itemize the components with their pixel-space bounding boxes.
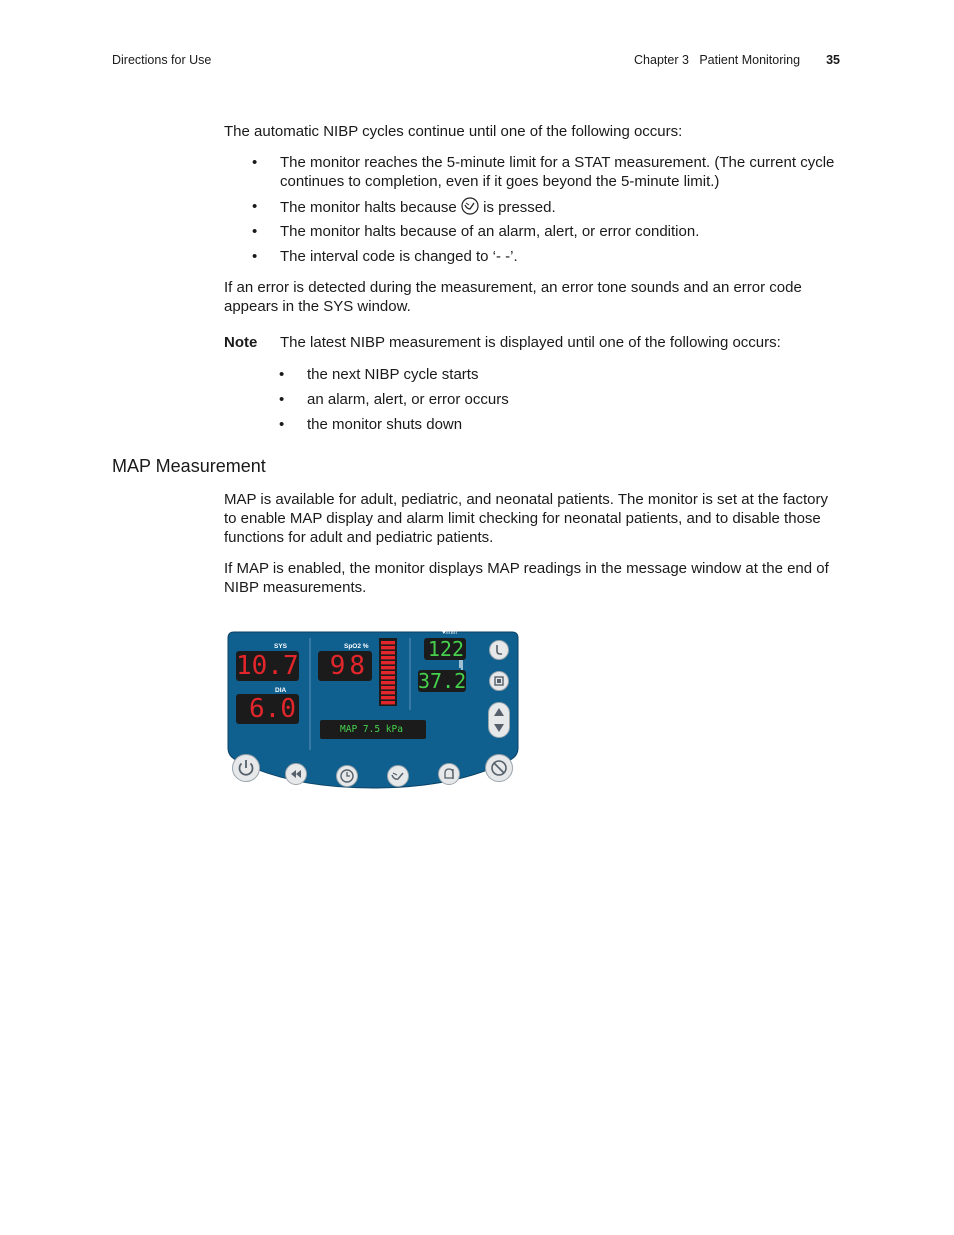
list-item: • the monitor shuts down bbox=[279, 416, 463, 433]
alarm-silence-icon bbox=[486, 755, 512, 781]
bargraph-segment bbox=[381, 691, 395, 694]
map-paragraph-1: MAP is available for adult, pediatric, and neonatal patients. The monitor is set at the factory to enable MAP display and alarm limit checking for neonatal patients, and to disable those functions for adult and pediatric patients. bbox=[224, 491, 828, 546]
page-number: 35 bbox=[826, 53, 840, 67]
dia-label: DIA bbox=[275, 687, 287, 694]
list-item-text: The interval code is changed to ‘- -’. bbox=[280, 248, 518, 265]
start-nibp-icon bbox=[388, 766, 408, 786]
up-down-button[interactable] bbox=[488, 702, 510, 738]
bargraph-segment bbox=[381, 666, 395, 669]
alarm-silence-button[interactable] bbox=[485, 754, 513, 782]
pulse-amplitude-bargraph bbox=[379, 638, 397, 706]
interval-clock-icon bbox=[337, 766, 357, 786]
list-item: • The monitor halts because is pressed. bbox=[252, 198, 556, 216]
power-icon bbox=[233, 755, 259, 781]
bargraph-segment bbox=[381, 696, 395, 699]
spo2-label: SpO2 % bbox=[344, 643, 369, 650]
list-item: • The monitor reaches the 5-minute limit for a STAT measurement. (The current cycle continues to completion, even if it goes beyond the 5-minute limit.) bbox=[252, 153, 842, 191]
bargraph-segment bbox=[381, 701, 395, 704]
sys-label: SYS bbox=[274, 643, 288, 650]
interval-button[interactable] bbox=[336, 765, 358, 787]
note-label: Note bbox=[224, 334, 258, 351]
header-right bbox=[634, 53, 840, 67]
intro-paragraph: The automatic NIBP cycles continue until one of the following occurs: bbox=[224, 123, 683, 140]
pulse-rate-display: 122 bbox=[424, 638, 466, 660]
list-item-text: an alarm, alert, or error occurs bbox=[307, 391, 509, 408]
list-item-text-after: is pressed. bbox=[483, 199, 556, 216]
heart-icon: ♥ bbox=[442, 630, 446, 636]
bargraph-segment bbox=[381, 651, 395, 654]
display-button[interactable] bbox=[489, 671, 509, 691]
power-button[interactable] bbox=[232, 754, 260, 782]
hr-unit-text: /min bbox=[445, 630, 457, 636]
bargraph-segment bbox=[381, 661, 395, 664]
bargraph-segment bbox=[381, 646, 395, 649]
rewind-button[interactable] bbox=[285, 763, 307, 785]
probe-icon bbox=[490, 641, 508, 659]
list-item-text bbox=[280, 197, 556, 217]
spo2-display: 98 bbox=[318, 651, 372, 681]
list-item: • an alarm, alert, or error occurs bbox=[279, 391, 509, 408]
message-window: MAP 7.5 kPa bbox=[320, 720, 426, 739]
bargraph-segment bbox=[381, 686, 395, 689]
alarm-bell-icon bbox=[439, 764, 459, 784]
start-nibp-button[interactable] bbox=[387, 765, 409, 787]
list-item-text: the monitor shuts down bbox=[307, 416, 463, 433]
probe-button[interactable] bbox=[489, 640, 509, 660]
temperature-display: 37.2 bbox=[418, 669, 467, 693]
list-item-text: The monitor reaches the 5-minute limit for a STAT measurement. (The current cycle continues to completion, even if it goes beyond the 5-minute limit.) bbox=[280, 154, 835, 190]
display-icon bbox=[490, 672, 508, 690]
list-item: • the next NIBP cycle starts bbox=[279, 366, 479, 383]
list-item: • The monitor halts because of an alarm, alert, or error condition. bbox=[252, 223, 700, 240]
bargraph-segment bbox=[381, 681, 395, 684]
bargraph-segment bbox=[381, 671, 395, 674]
chapter-title: Chapter 3 Patient Monitoring bbox=[634, 53, 801, 67]
list-item-text: The monitor halts because of an alarm, alert, or error condition. bbox=[280, 223, 700, 240]
bargraph-segment bbox=[381, 656, 395, 659]
error-paragraph: If an error is detected during the measurement, an error tone sounds and an error code appears in the SYS window. bbox=[224, 279, 802, 315]
note-text: The latest NIBP measurement is displayed until one of the following occurs: bbox=[280, 334, 781, 351]
bargraph-segment bbox=[381, 641, 395, 644]
section-heading: MAP Measurement bbox=[112, 456, 266, 476]
list-item-text-before: The monitor halts because bbox=[280, 199, 457, 216]
heart-rate-unit bbox=[442, 630, 457, 636]
list-item: • The interval code is changed to ‘- -’. bbox=[252, 248, 518, 265]
alarm-limits-button[interactable] bbox=[438, 763, 460, 785]
bargraph-segment bbox=[381, 676, 395, 679]
dia-display: 6.0 bbox=[236, 694, 299, 724]
up-down-arrow-icon bbox=[489, 703, 509, 737]
rewind-icon bbox=[286, 764, 306, 784]
monitor-panel bbox=[226, 630, 520, 790]
map-paragraph-2: If MAP is enabled, the monitor displays MAP readings in the message window at the end of NIBP measurements. bbox=[224, 560, 829, 596]
sys-display: 10.7 bbox=[236, 651, 299, 681]
header-left: Directions for Use bbox=[112, 53, 212, 67]
start-nibp-icon bbox=[461, 197, 479, 215]
list-item-text: the next NIBP cycle starts bbox=[307, 366, 479, 383]
